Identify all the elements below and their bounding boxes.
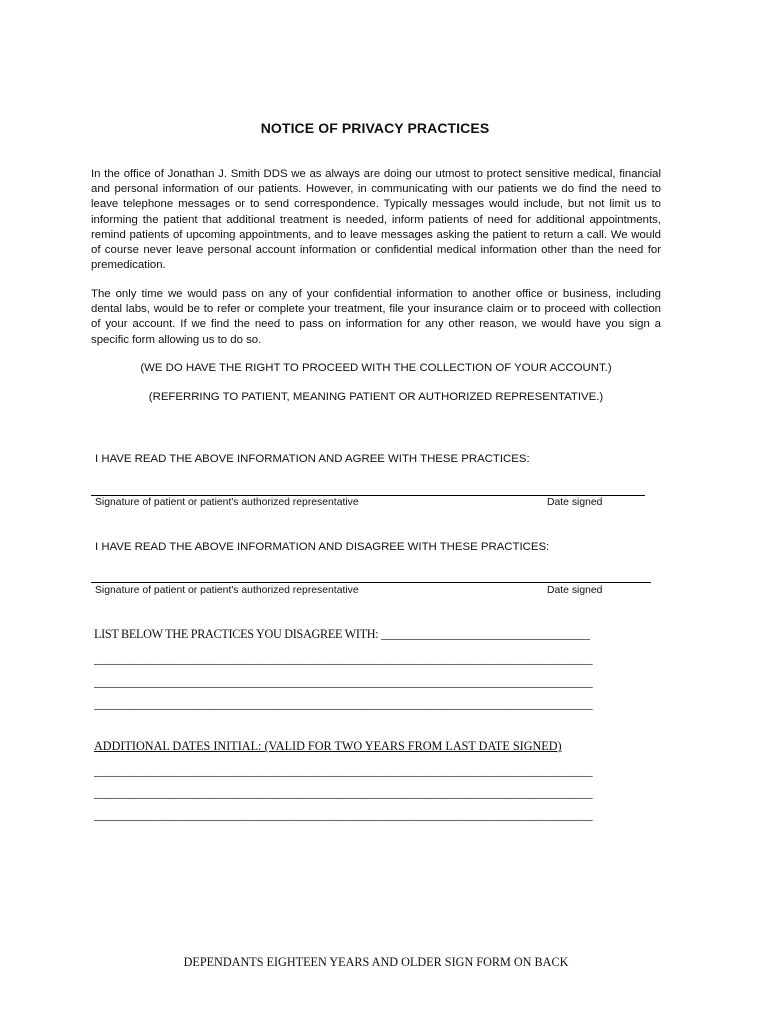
- agree-date-label: Date signed: [547, 497, 603, 508]
- notice-referring: (REFERRING TO PATIENT, MEANING PATIENT OR AUTHORIZED REPRESENTATIVE.): [148, 391, 604, 403]
- additional-dates-label: ADDITIONAL DATES INITIAL: (VALID FOR TWO YEARS FROM LAST DATE SIGNED): [94, 739, 562, 753]
- dates-blank-line-1[interactable]: ______________________________________________________________________________________: [94, 764, 593, 778]
- notice-collection: (WE DO HAVE THE RIGHT TO PROCEED WITH THE COLLECTION OF YOUR ACCOUNT.): [140, 362, 612, 374]
- dates-blank-line-2[interactable]: ______________________________________________________________________________________: [94, 786, 593, 800]
- agree-signature-label: Signature of patient or patient's authorized representative: [95, 497, 359, 508]
- disagree-statement: I HAVE READ THE ABOVE INFORMATION AND DISAGREE WITH THESE PRACTICES:: [95, 541, 550, 553]
- disagree-signature-label: Signature of patient or patient's authorized representative: [95, 585, 359, 596]
- document-title: NOTICE OF PRIVACY PRACTICES: [260, 120, 490, 136]
- disagree-signature-line[interactable]: [91, 582, 651, 583]
- agree-signature-line[interactable]: [91, 495, 645, 496]
- list-disagree-row: [94, 627, 664, 642]
- disagree-date-label: Date signed: [547, 585, 603, 596]
- dates-blank-line-3[interactable]: ______________________________________________________________________________________: [94, 808, 593, 822]
- disagree-blank-line-3[interactable]: ______________________________________________________________________________________: [94, 697, 593, 711]
- disagree-blank-line-1[interactable]: ______________________________________________________________________________________: [94, 652, 593, 666]
- list-disagree-label: LIST BELOW THE PRACTICES YOU DISAGREE WITH:: [94, 627, 379, 641]
- paragraph-communication: In the office of Jonathan J. Smith DDS we as always are doing our utmost to protect sensitive medical, financial and personal information of our patients. However, in communicating with our patients we do find the need to leave telephone messages or to send correspondence. Typically messages would include, but not limit us to informing the patient that additional treatment is needed, inform patients of need for additional appointments, remind patients of upcoming appointments, and to leave messages asking the patient to return a call. We would of course never leave personal account information or confidential medical information other than the need for premedication.: [91, 168, 661, 272]
- agree-statement: I HAVE READ THE ABOVE INFORMATION AND AGREE WITH THESE PRACTICES:: [95, 453, 530, 465]
- list-disagree-blank[interactable]: ____________________________________: [381, 627, 590, 641]
- footer-note: DEPENDANTS EIGHTEEN YEARS AND OLDER SIGN FORM ON BACK: [183, 955, 569, 969]
- disagree-blank-line-2[interactable]: ______________________________________________________________________________________: [94, 675, 593, 689]
- paragraph-confidential-info: The only time we would pass on any of your confidential information to another office or business, including dental labs, would be to refer or complete your treatment, file your insurance claim or to proceed with collection of your account. If we find the need to pass on information for any other reason, we would have you sign a specific form allowing us to do so.: [91, 288, 661, 346]
